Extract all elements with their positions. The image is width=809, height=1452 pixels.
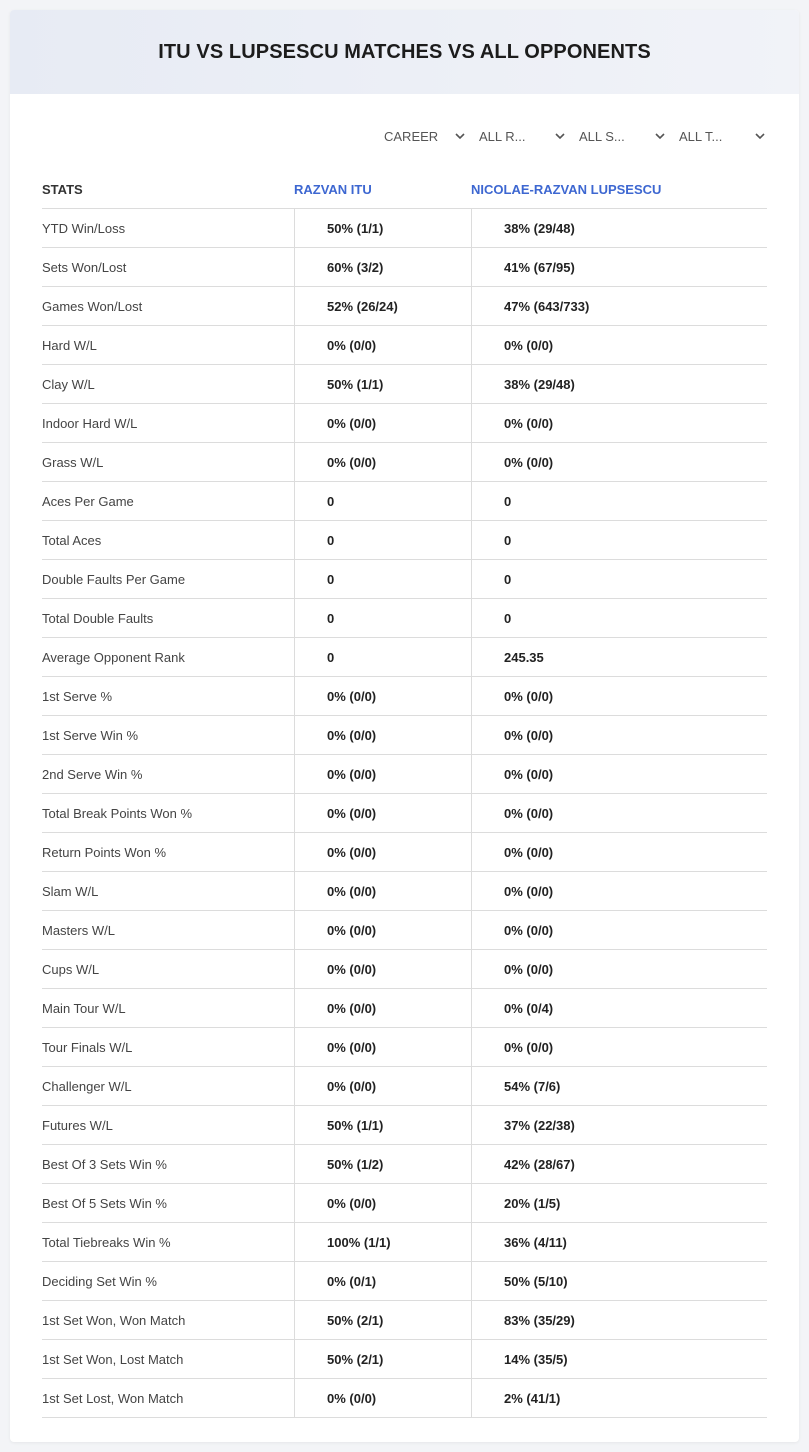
player2-value: 0% (0/0) (471, 872, 767, 910)
table-row (42, 677, 767, 716)
stat-label: 2nd Serve Win % (42, 766, 143, 782)
player1-value: 0 (294, 560, 471, 598)
player2-value: 0% (0/0) (471, 404, 767, 442)
stat-label: Hard W/L (42, 337, 97, 353)
chevron-down-icon (755, 131, 765, 141)
player2-value: 20% (1/5) (471, 1184, 767, 1222)
header-stats: STATS (42, 181, 83, 197)
player1-value: 0% (0/0) (294, 872, 471, 910)
stat-label: Aces Per Game (42, 493, 134, 509)
table-row (42, 1301, 767, 1340)
table-row (42, 950, 767, 989)
player2-value: 50% (5/10) (471, 1262, 767, 1300)
player2-value: 0 (471, 599, 767, 637)
player2-value: 41% (67/95) (471, 248, 767, 286)
stat-label: Slam W/L (42, 883, 99, 899)
player1-value: 50% (1/2) (294, 1145, 471, 1183)
stat-label: Games Won/Lost (42, 298, 143, 314)
player2-value: 83% (35/29) (471, 1301, 767, 1339)
chevron-down-icon (455, 131, 465, 141)
player2-value: 0% (0/0) (471, 833, 767, 871)
player1-value: 0% (0/0) (294, 1184, 471, 1222)
player2-value: 0% (0/4) (471, 989, 767, 1027)
player1-value: 0% (0/0) (294, 443, 471, 481)
player2-value: 0 (471, 521, 767, 559)
filter-rounds-select[interactable] (479, 126, 565, 146)
player1-value: 60% (3/2) (294, 248, 471, 286)
player2-value: 54% (7/6) (471, 1067, 767, 1105)
filter-period-label: CAREER (384, 128, 439, 144)
player1-value: 50% (1/1) (294, 209, 471, 247)
table-row (42, 638, 767, 677)
table-row (42, 248, 767, 287)
player1-value: 50% (2/1) (294, 1340, 471, 1378)
player1-value: 0% (0/0) (294, 833, 471, 871)
stat-label: Average Opponent Rank (42, 649, 185, 665)
stat-label: Sets Won/Lost (42, 259, 127, 275)
table-row (42, 209, 767, 248)
player2-value: 2% (41/1) (471, 1379, 767, 1417)
stat-label: 1st Serve Win % (42, 727, 139, 743)
stat-label: 1st Set Won, Won Match (42, 1312, 186, 1328)
table-row (42, 794, 767, 833)
stats-card (10, 10, 799, 1442)
player1-value: 0% (0/0) (294, 677, 471, 715)
player2-value: 0% (0/0) (471, 755, 767, 793)
filter-tournaments-label: ALL T... (679, 128, 723, 144)
player2-value: 0% (0/0) (471, 794, 767, 832)
stat-label: Total Double Faults (42, 610, 154, 626)
player1-value: 0% (0/0) (294, 404, 471, 442)
player1-value: 50% (1/1) (294, 365, 471, 403)
table-row (42, 1184, 767, 1223)
stat-label: Deciding Set Win % (42, 1273, 157, 1289)
player1-value: 0% (0/0) (294, 326, 471, 364)
stat-label: Grass W/L (42, 454, 104, 470)
player1-value: 0 (294, 521, 471, 559)
stat-label: 1st Set Won, Lost Match (42, 1351, 184, 1367)
table-row (42, 716, 767, 755)
player2-value: 38% (29/48) (471, 365, 767, 403)
stat-label: Total Break Points Won % (42, 805, 193, 821)
player2-value: 245.35 (471, 638, 767, 676)
player2-value: 0 (471, 560, 767, 598)
player1-value: 0% (0/0) (294, 1028, 471, 1066)
table-row (42, 1028, 767, 1067)
player2-value: 37% (22/38) (471, 1106, 767, 1144)
stat-label: Total Tiebreaks Win % (42, 1234, 171, 1250)
stat-label: Clay W/L (42, 376, 95, 392)
player2-value: 0% (0/0) (471, 716, 767, 754)
player1-value: 0% (0/0) (294, 716, 471, 754)
player1-value: 0% (0/0) (294, 950, 471, 988)
stat-label: Double Faults Per Game (42, 571, 186, 587)
stat-label: Return Points Won % (42, 844, 167, 860)
table-row (42, 989, 767, 1028)
table-header (42, 170, 767, 208)
player2-value: 42% (28/67) (471, 1145, 767, 1183)
player1-value: 0% (0/0) (294, 1379, 471, 1417)
filter-tournaments-select[interactable] (679, 126, 765, 146)
stat-label: Futures W/L (42, 1117, 113, 1133)
header-player1-link[interactable]: RAZVAN ITU (294, 181, 372, 197)
player2-value: 0% (0/0) (471, 677, 767, 715)
player1-value: 0% (0/1) (294, 1262, 471, 1300)
stat-label: YTD Win/Loss (42, 220, 126, 236)
stat-label: Best Of 3 Sets Win % (42, 1156, 167, 1172)
player1-value: 0% (0/0) (294, 755, 471, 793)
player1-value: 0 (294, 482, 471, 520)
stat-label: Best Of 5 Sets Win % (42, 1195, 167, 1211)
stat-label: Tour Finals W/L (42, 1039, 133, 1055)
player1-value: 0% (0/0) (294, 989, 471, 1027)
table-row (42, 365, 767, 404)
table-row (42, 1067, 767, 1106)
table-row (42, 755, 767, 794)
stat-label: Masters W/L (42, 922, 115, 938)
player1-value: 0 (294, 599, 471, 637)
player2-value: 0% (0/0) (471, 911, 767, 949)
table-row (42, 1106, 767, 1145)
player2-value: 0 (471, 482, 767, 520)
player2-value: 38% (29/48) (471, 209, 767, 247)
stat-label: Challenger W/L (42, 1078, 132, 1094)
table-row (42, 872, 767, 911)
table-row (42, 1145, 767, 1184)
stat-label: Main Tour W/L (42, 1000, 126, 1016)
table-row (42, 443, 767, 482)
player1-value: 100% (1/1) (294, 1223, 471, 1261)
header-player2-link[interactable]: NICOLAE-RAZVAN LUPSESCU (471, 181, 662, 197)
table-row (42, 1223, 767, 1262)
chevron-down-icon (655, 131, 665, 141)
stat-label: Cups W/L (42, 961, 100, 977)
table-row (42, 1262, 767, 1301)
player1-value: 0% (0/0) (294, 1067, 471, 1105)
card-header (10, 10, 799, 94)
table-row (42, 599, 767, 638)
table-row (42, 1379, 767, 1418)
stat-label: Total Aces (42, 532, 102, 548)
filter-period-select[interactable] (384, 126, 465, 146)
table-row (42, 911, 767, 950)
player2-value: 0% (0/0) (471, 1028, 767, 1066)
player1-value: 0 (294, 638, 471, 676)
filter-surfaces-select[interactable] (579, 126, 665, 146)
player1-value: 52% (26/24) (294, 287, 471, 325)
filter-rounds-label: ALL R... (479, 128, 526, 144)
player2-value: 47% (643/733) (471, 287, 767, 325)
player1-value: 50% (1/1) (294, 1106, 471, 1144)
player2-value: 0% (0/0) (471, 326, 767, 364)
player1-value: 0% (0/0) (294, 794, 471, 832)
player1-value: 50% (2/1) (294, 1301, 471, 1339)
stat-label: 1st Serve % (42, 688, 113, 704)
player1-value: 0% (0/0) (294, 911, 471, 949)
table-row (42, 404, 767, 443)
page-title: ITU VS LUPSESCU MATCHES VS ALL OPPONENTS (158, 40, 651, 63)
table-row (42, 560, 767, 599)
stat-label: Indoor Hard W/L (42, 415, 138, 431)
table-row (42, 326, 767, 365)
stats-table-body (42, 208, 767, 1418)
player2-value: 36% (4/11) (471, 1223, 767, 1261)
table-row (42, 521, 767, 560)
table-row (42, 1340, 767, 1379)
table-row (42, 482, 767, 521)
table-row (42, 833, 767, 872)
filter-bar (384, 126, 765, 146)
chevron-down-icon (555, 131, 565, 141)
stat-label: 1st Set Lost, Won Match (42, 1390, 184, 1406)
filter-surfaces-label: ALL S... (579, 128, 625, 144)
player2-value: 0% (0/0) (471, 950, 767, 988)
table-row (42, 287, 767, 326)
player2-value: 0% (0/0) (471, 443, 767, 481)
player2-value: 14% (35/5) (471, 1340, 767, 1378)
